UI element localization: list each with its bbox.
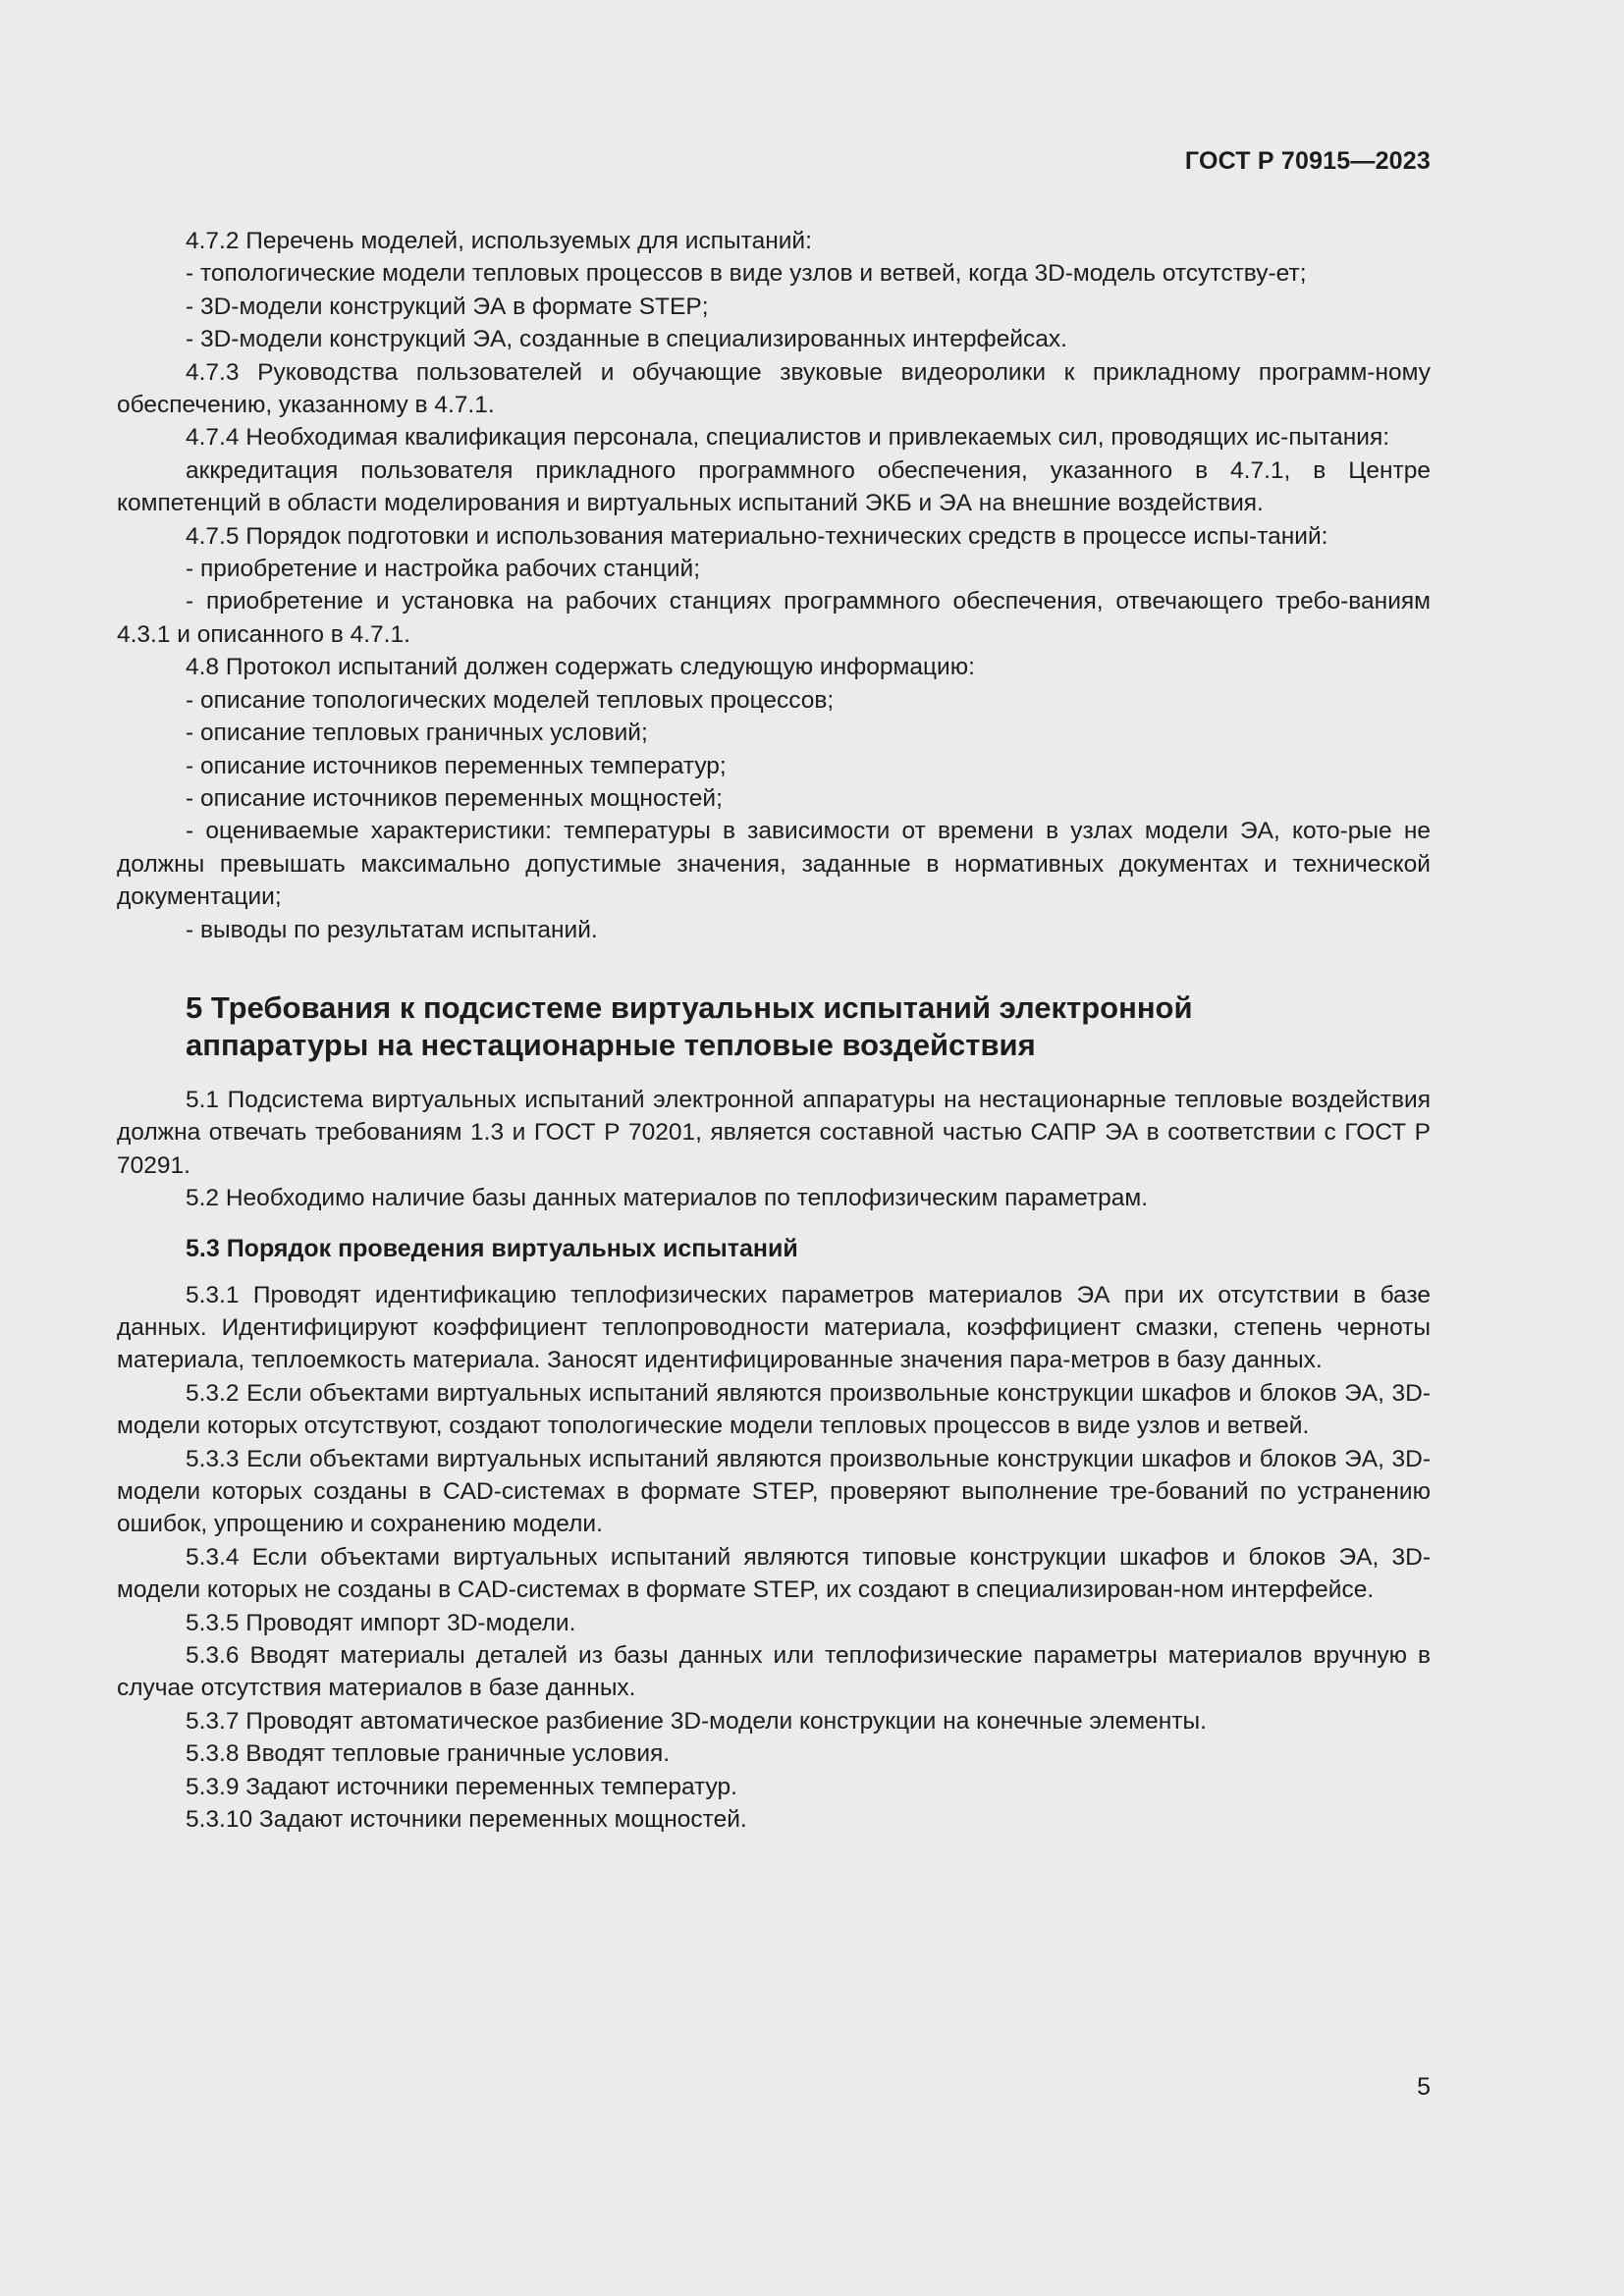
document-body	[117, 225, 1431, 1836]
list-item: - приобретение и установка на рабочих станциях программного обеспечения, отвечающего требо-ваниям 4.3.1 и описанного в 4.7.1.	[117, 588, 1431, 648]
section-4-7-text	[117, 225, 1431, 946]
subsection-5-3-heading: 5.3 Порядок проведения виртуальных испытаний	[186, 1234, 798, 1262]
list-item: - 3D-модели конструкций ЭА в формате STEP;	[186, 293, 709, 320]
list-item: - описание топологических моделей тепловых процессов;	[186, 686, 835, 714]
paragraph: 5.2 Необходимо наличие базы данных материалов по теплофизическим параметрам.	[186, 1185, 1149, 1212]
document-code-header: ГОСТ Р 70915—2023	[1184, 147, 1431, 175]
paragraph: 5.3.4 Если объектами виртуальных испытаний являются типовые конструкции шкафов и блоков ЭА, 3D-модели которых не созданы в CAD-системах в формате STEP, их создают в специализирован-ном интерфейсе.	[117, 1543, 1431, 1604]
paragraph: аккредитация пользователя прикладного программного обеспечения, указанного в 4.7.1, в Центре компетенций в области моделирования и виртуальных испытаний ЭКБ и ЭА на внешние воздействия.	[117, 456, 1431, 517]
paragraph: 4.8 Протокол испытаний должен содержать следующую информацию:	[186, 654, 975, 681]
section-5-intro-text	[117, 1084, 1431, 1215]
paragraph: 4.7.3 Руководства пользователей и обучающие звуковые видеоролики к прикладному программ-ному обеспечению, указанному в 4.7.1.	[117, 358, 1431, 419]
paragraph: 5.3.6 Вводят материалы деталей из базы данных или теплофизические параметры материалов вручную в случае отсутствия материалов в базе данных.	[117, 1642, 1431, 1702]
paragraph: 4.7.2 Перечень моделей, используемых для испытаний:	[186, 228, 812, 254]
list-item: - описание источников переменных мощностей;	[186, 784, 723, 812]
paragraph: 5.3.1 Проводят идентификацию теплофизических параметров материалов ЭА при их отсутствии в базе данных. Идентифицируют коэффициент теплопроводности материала, коэффициент смазки, степень черноты материала, теплоемкость материала. Заносят идентифицированные значения пара-метров в базу данных.	[117, 1281, 1431, 1374]
list-item: - описание тепловых граничных условий;	[186, 720, 648, 747]
paragraph: 5.3.9 Задают источники переменных температур.	[186, 1773, 737, 1800]
list-item: - 3D-модели конструкций ЭА, созданные в специализированных интерфейсах.	[186, 326, 1067, 353]
page-number: 5	[1417, 2073, 1431, 2101]
paragraph: 5.3.2 Если объектами виртуальных испытаний являются произвольные конструкции шкафов и блоков ЭА, 3D-модели которых отсутствуют, создают топологические модели тепловых процессов в виде узлов и ветвей.	[117, 1379, 1431, 1440]
paragraph: 5.3.8 Вводят тепловые граничные условия.	[186, 1740, 671, 1768]
section-5-heading: 5 Требования к подсистеме виртуальных испытаний электронной аппаратуры на нестационарные тепловые воздействия	[186, 989, 1193, 1062]
paragraph: 4.7.4 Необходимая квалификация персонала, специалистов и привлекаемых сил, проводящих ис-пытания:	[186, 424, 1390, 452]
paragraph: 5.3.7 Проводят автоматическое разбиение 3D-модели конструкции на конечные элементы.	[186, 1707, 1207, 1735]
paragraph: 5.3.10 Задают источники переменных мощностей.	[186, 1806, 747, 1834]
list-item: - приобретение и настройка рабочих станций;	[186, 556, 701, 583]
list-item: - оцениваемые характеристики: температуры в зависимости от времени в узлах модели ЭА, кото-рые не должны превышать максимально допустимые значения, заданные в нормативных документах и технической документации;	[117, 818, 1431, 911]
paragraph: 5.3.5 Проводят импорт 3D-модели.	[186, 1609, 576, 1636]
paragraph: 4.7.5 Порядок подготовки и использования материально-технических средств в процессе испы-таний:	[186, 522, 1328, 550]
paragraph: 5.3.3 Если объектами виртуальных испытаний являются произвольные конструкции шкафов и блоков ЭА, 3D-модели которых созданы в CAD-системах в формате STEP, проверяют выполнение тре-бований по устранению ошибок, упрощению и сохранению модели.	[117, 1445, 1431, 1538]
list-item: - выводы по результатам испытаний.	[186, 916, 598, 943]
section-5-3-text	[117, 1279, 1431, 1837]
paragraph: 5.1 Подсистема виртуальных испытаний электронной аппаратуры на нестационарные тепловые воздействия должна отвечать требованиям 1.3 и ГОСТ Р 70201, является составной частью САПР ЭА в соответствии с ГОСТ Р 70291.	[117, 1086, 1431, 1179]
list-item: - топологические модели тепловых процессов в виде узлов и ветвей, когда 3D-модель отсутству-ет;	[186, 260, 1307, 288]
list-item: - описание источников переменных температур;	[186, 752, 727, 779]
